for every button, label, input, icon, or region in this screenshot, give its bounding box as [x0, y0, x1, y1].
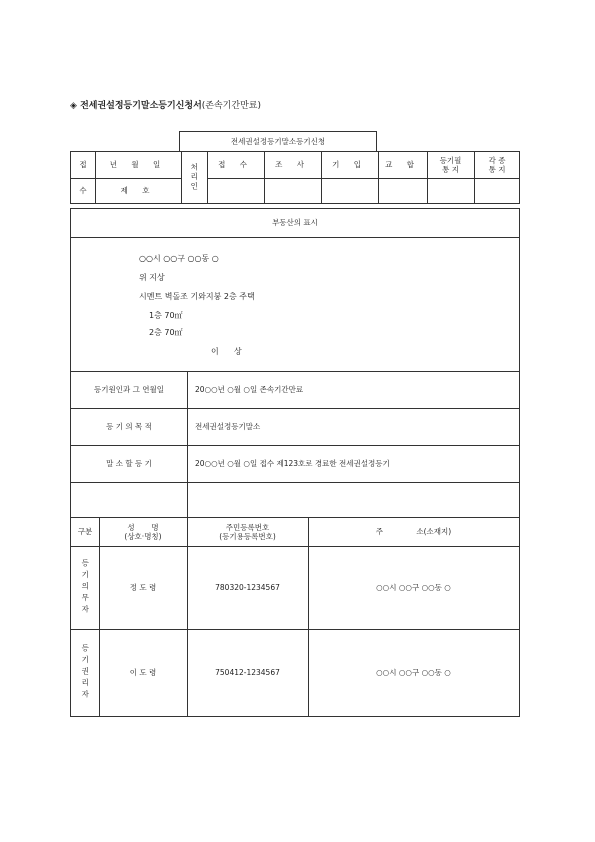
property-line: 1층 70㎡ [149, 311, 183, 320]
party-type-holder: 등기권리자 [80, 643, 90, 702]
blank-label [71, 482, 187, 517]
property-end-mark: 이 상 [211, 347, 242, 356]
property-line: 2층 70㎡ [149, 328, 183, 337]
party-addr-obligor: ○○시 ○○구 ○○동 ○ [376, 582, 451, 592]
title-sub: (존속기간만료) [201, 101, 261, 111]
receipt-number-label: 제 호 [120, 185, 156, 195]
property-table [70, 208, 520, 518]
col-entry: 기 입 [332, 160, 367, 170]
property-line: 시멘트 벽돌조 기와지붕 2층 주택 [139, 292, 255, 301]
party-addr-header: 주 소(소재지) [375, 527, 452, 537]
party-reg-holder: 750412-1234567 [215, 667, 280, 677]
cause-date-value: 20○○년 ○월 ○일 존속기간만료 [195, 384, 304, 394]
purpose-value: 전세권설정등기말소 [195, 421, 261, 431]
party-name-holder: 이 도 령 [129, 667, 157, 677]
receipt-header: 전세권설정등기말소등기신청 [230, 136, 326, 146]
document-title [70, 98, 261, 111]
parties-table [70, 517, 520, 717]
property-line: 위 지상 [139, 273, 165, 282]
property-line: ○○시 ○○구 ○○동 ○ [139, 254, 219, 263]
party-reg-header: 주민등록번호 (등기용등록번호) [219, 522, 276, 541]
purpose-label: 등 기 의 목 적 [106, 421, 152, 431]
party-name-obligor: 정 도 령 [129, 582, 157, 592]
receipt-header-box [179, 131, 377, 152]
processor-label: 처리인 [189, 163, 199, 192]
party-name-header: 성 명 (상호·명칭) [124, 522, 162, 541]
title-bullet: ◈ [70, 101, 77, 111]
col-various-notice: 각 종 통 지 [488, 155, 506, 174]
cancel-registration-value: 20○○년 ○월 ○일 접수 제123호로 경료한 전세권설정등기 [195, 458, 390, 468]
col-receipt: 접 수 [218, 160, 253, 170]
cancel-registration-label: 말 소 할 등 기 [106, 458, 152, 468]
receipt-label-top: 접 [79, 160, 87, 170]
col-completion-notice: 등기필 통 지 [439, 155, 462, 174]
receipt-date-label: 년 월 일 [109, 160, 167, 170]
party-type-header: 구분 [77, 527, 93, 537]
cause-date-label: 등기원인과 그 연월일 [94, 384, 164, 394]
receipt-table [70, 151, 520, 204]
party-type-obligor: 등기의무자 [80, 558, 90, 617]
receipt-label-bottom: 수 [79, 185, 87, 195]
col-inspect: 조 사 [275, 160, 310, 170]
col-verify: 교 합 [385, 160, 420, 170]
blank-value [195, 482, 515, 517]
party-addr-holder: ○○시 ○○구 ○○동 ○ [376, 667, 451, 677]
party-reg-obligor: 780320-1234567 [215, 582, 280, 592]
property-header: 부동산의 표시 [272, 218, 318, 228]
title-main: 전세권설정등기말소등기신청서 [80, 101, 202, 111]
